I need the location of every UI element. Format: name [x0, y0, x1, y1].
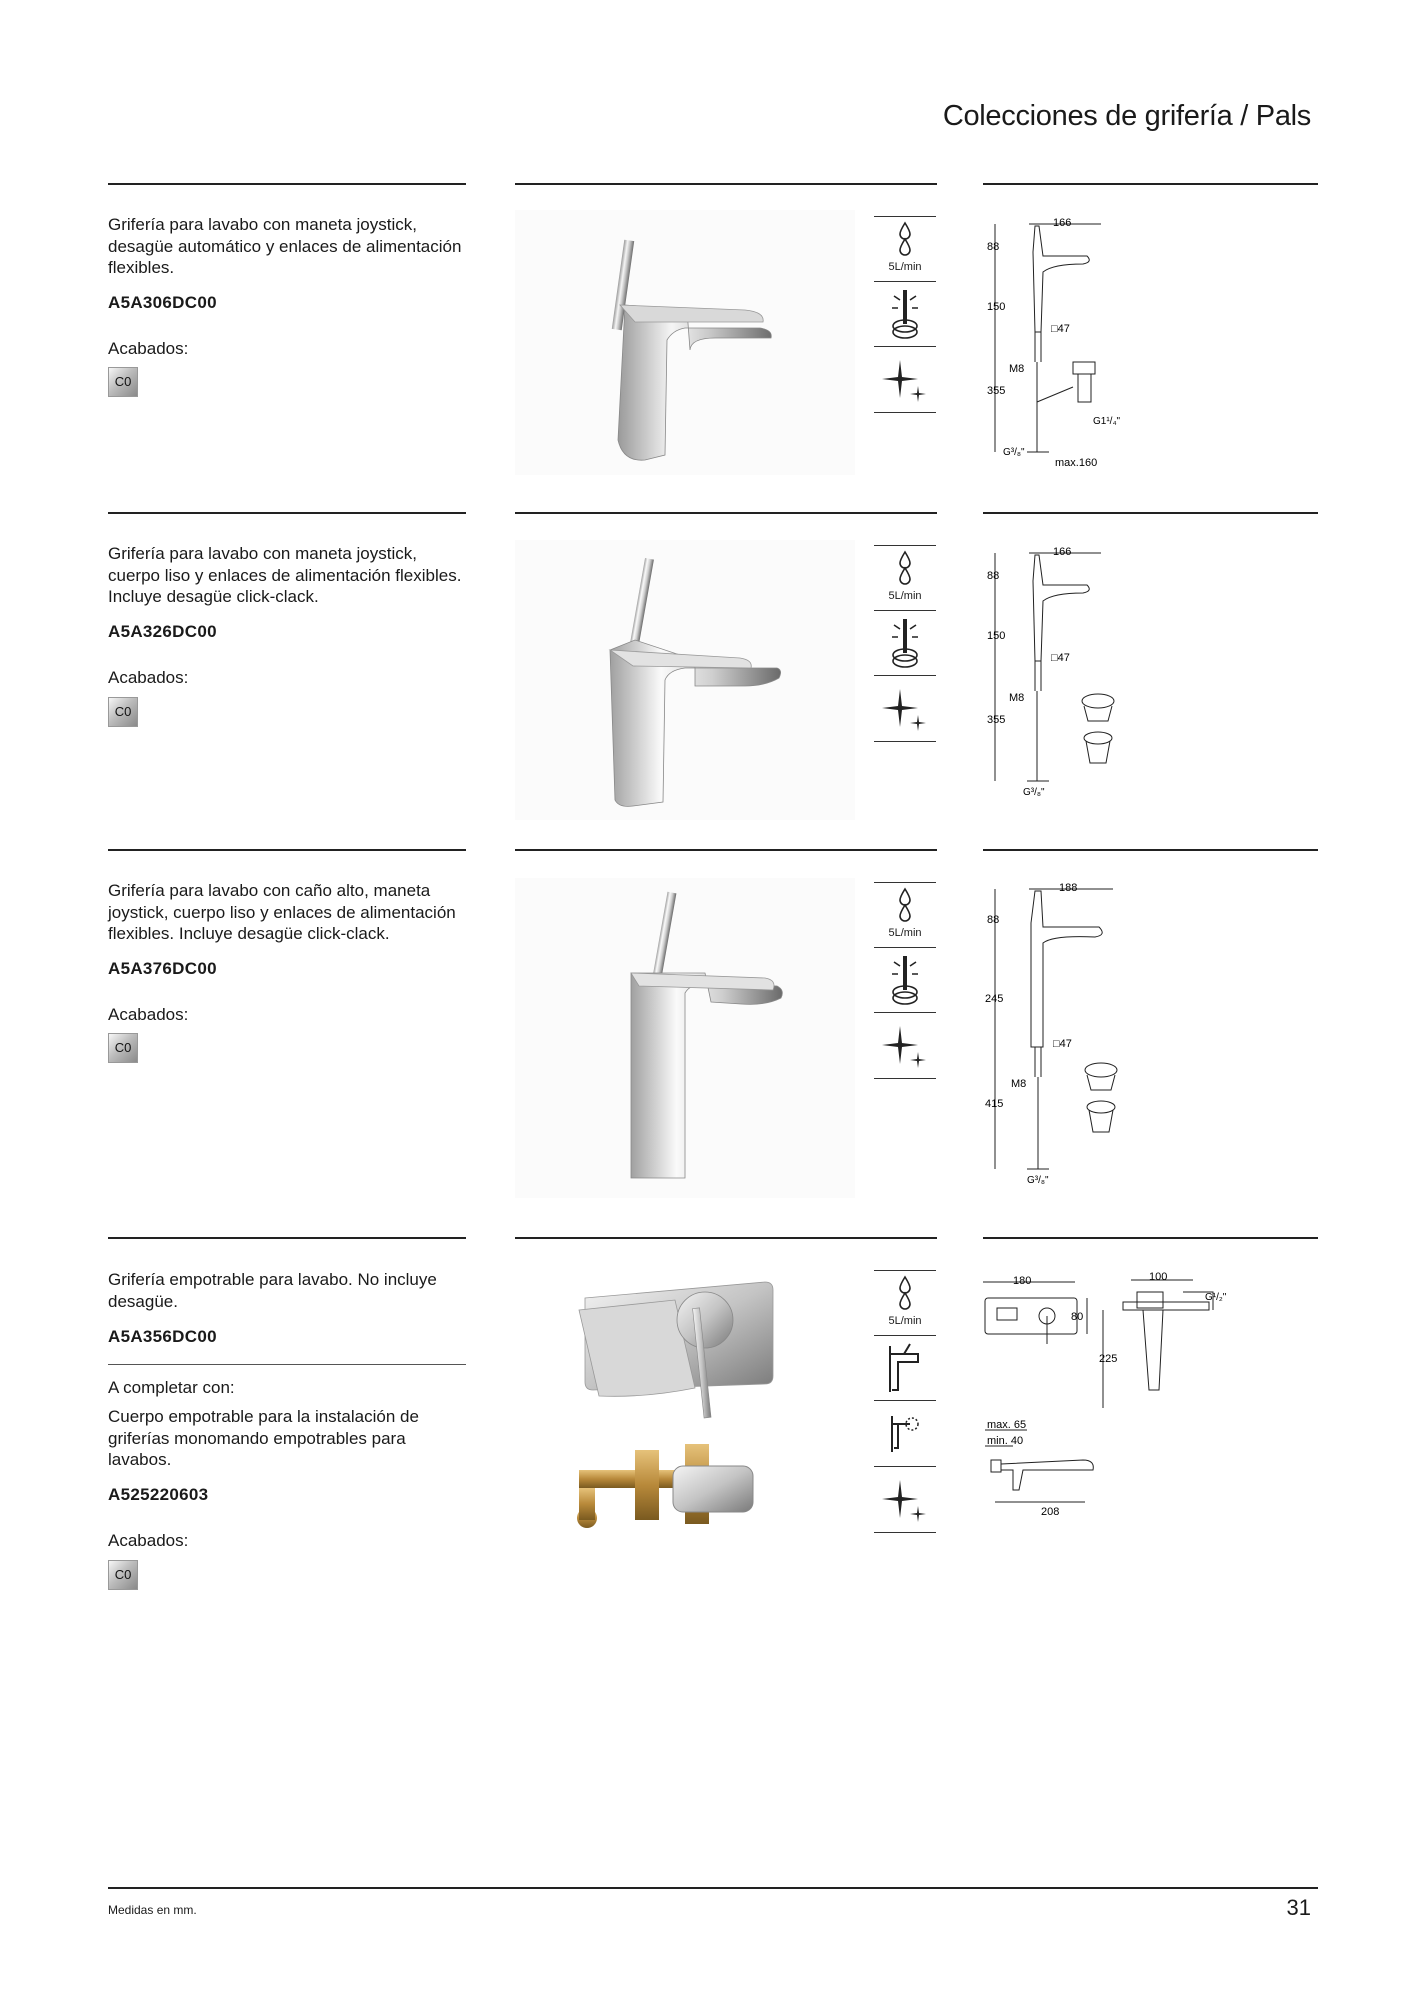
dim-connection: G³/₈" [1003, 447, 1025, 458]
complementary-code: A525220603 [108, 1485, 209, 1504]
dim-a: 88 [987, 914, 1000, 926]
joystick-handle-icon [874, 282, 936, 347]
dim-a: 88 [987, 241, 1000, 253]
footer-note: Medidas en mm. [108, 1903, 197, 1917]
dim-connection: G¹/₂" [1205, 1292, 1227, 1303]
dim-reach: 208 [1041, 1506, 1060, 1518]
dim-square: □47 [1053, 1038, 1072, 1050]
divider [983, 1237, 1318, 1239]
footer-divider [108, 1887, 1318, 1889]
divider [108, 1237, 466, 1239]
product-photo [515, 540, 855, 820]
product-photo [515, 210, 855, 475]
dim-b: 150 [987, 301, 1006, 313]
dim-c: 355 [987, 385, 1006, 397]
water-flow-icon [874, 545, 936, 611]
finish-swatch-chrome: C0 [108, 1033, 138, 1063]
dim-c: 355 [987, 714, 1006, 726]
divider [983, 512, 1318, 514]
divider [983, 849, 1318, 851]
product-description: Grifería para lavabo con maneta joystick, cuerpo liso y enlaces de alimentación flexibles. Incluye desagüe click-clack. [108, 544, 462, 606]
technical-drawing [983, 212, 1253, 472]
finishes-label: Acabados: [108, 339, 189, 358]
finishes-label: Acabados: [108, 1531, 189, 1550]
flow-rate: 5L/min [888, 590, 922, 602]
divider [515, 183, 937, 185]
water-flow-icon [874, 1270, 936, 1336]
dim-plate-width: 180 [1013, 1275, 1032, 1287]
finishes-label: Acabados: [108, 1005, 189, 1024]
page-number: 31 [1286, 1895, 1311, 1920]
feature-icons [874, 216, 936, 416]
joystick-handle-icon [874, 611, 936, 676]
divider [515, 512, 937, 514]
divider [515, 849, 937, 851]
flow-rate: 5L/min [888, 927, 922, 939]
page-title: Colecciones de grifería / Pals [942, 100, 1311, 132]
divider [108, 183, 466, 185]
dim-square: □47 [1051, 323, 1070, 335]
dim-thread: M8 [1009, 692, 1025, 704]
dim-c: 415 [985, 1098, 1004, 1110]
product-code: A5A306DC00 [108, 293, 217, 312]
product-description: Grifería empotrable para lavabo. No incluye desagüe. [108, 1270, 437, 1311]
product-photo [515, 878, 855, 1198]
dim-max: max. 65 [987, 1419, 1027, 1431]
dim-plate-height: 80 [1071, 1311, 1084, 1323]
water-flow-icon [874, 882, 936, 948]
wall-mounted-faucet-icon [874, 1336, 936, 1401]
dim-drain: G1¹/₄" [1093, 416, 1121, 427]
joystick-handle-icon [874, 948, 936, 1013]
chrome-finish-icon [874, 348, 936, 413]
product-code: A5A376DC00 [108, 959, 217, 978]
dim-connection: G³/₈" [1023, 787, 1045, 798]
product-code: A5A326DC00 [108, 622, 217, 641]
flow-rate: 5L/min [888, 261, 922, 273]
finishes-label: Acabados: [108, 668, 189, 687]
chrome-finish-icon [874, 1014, 936, 1079]
finish-swatch-chrome: C0 [108, 697, 138, 727]
dim-thread: M8 [1009, 363, 1025, 375]
dim-max: max.160 [1055, 457, 1098, 469]
finish-swatch-chrome: C0 [108, 1560, 138, 1590]
technical-drawing [983, 877, 1253, 1187]
dim-square: □47 [1051, 652, 1070, 664]
divider [108, 512, 466, 514]
dim-thread: M8 [1011, 1078, 1027, 1090]
technical-drawing [983, 1270, 1253, 1530]
dim-b: 150 [987, 630, 1006, 642]
product-code: A5A356DC00 [108, 1327, 217, 1346]
divider [983, 183, 1318, 185]
dim-min: min. 40 [987, 1435, 1024, 1447]
complementary-description: Cuerpo empotrable para la instalación de griferías monomando empotrables para lavabos. [108, 1407, 419, 1469]
divider [515, 1237, 937, 1239]
dim-length: 225 [1099, 1353, 1118, 1365]
water-flow-icon [874, 216, 936, 282]
divider [108, 1364, 466, 1365]
product-description: Grifería para lavabo con caño alto, maneta joystick, cuerpo liso y enlaces de alimentación flexibles. Incluye desagüe click-clack. [108, 881, 456, 943]
flow-rate: 5L/min [888, 1315, 922, 1327]
dim-connection: G³/₈" [1027, 1175, 1049, 1186]
concealed-installation-icon [874, 1402, 936, 1467]
dim-a: 88 [987, 570, 1000, 582]
chrome-finish-icon [874, 1468, 936, 1533]
product-photo [515, 1270, 855, 1560]
technical-drawing [983, 541, 1253, 801]
feature-icons [874, 882, 936, 1082]
feature-icons [874, 545, 936, 745]
finish-swatch-chrome: C0 [108, 367, 138, 397]
feature-icons [874, 1270, 936, 1540]
dim-width: 166 [1053, 546, 1072, 558]
divider [108, 849, 466, 851]
dim-depth: 100 [1149, 1271, 1168, 1283]
product-description: Grifería para lavabo con maneta joystick, desagüe automático y enlaces de alimentación flexibles. [108, 215, 462, 277]
dim-width: 166 [1053, 217, 1072, 229]
dim-b: 245 [985, 993, 1004, 1005]
dim-width: 188 [1059, 882, 1078, 894]
chrome-finish-icon [874, 677, 936, 742]
complete-with-label: A completar con: [108, 1378, 235, 1397]
